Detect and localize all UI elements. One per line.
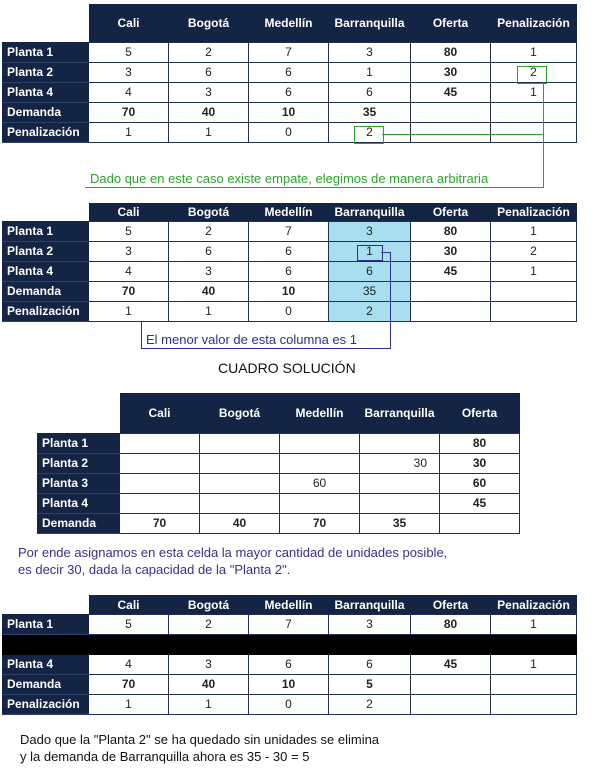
cell: [411, 675, 491, 695]
cell: 3: [169, 655, 249, 675]
row-label: Demanda: [3, 282, 89, 302]
row-label: Planta 4: [3, 655, 89, 675]
cell: 10: [249, 675, 329, 695]
table-4-header-row: [3, 595, 577, 615]
row-label: Planta 1: [3, 615, 89, 635]
table-row: [3, 615, 577, 635]
cell: 1: [169, 695, 249, 715]
cell: 6: [249, 262, 329, 282]
cell: [491, 123, 577, 143]
eliminated-row-bar: [3, 635, 577, 655]
col-header: Cali: [89, 595, 169, 615]
col-header: Medellín: [249, 4, 329, 43]
col-header: Oferta: [440, 393, 520, 434]
connector-line: [543, 82, 544, 187]
cell: 60: [280, 474, 360, 494]
cell: 70: [89, 675, 169, 695]
cell: 2: [491, 242, 577, 262]
connector-line: [382, 134, 543, 135]
table-row: [3, 83, 577, 103]
col-header: Penalización: [491, 4, 577, 43]
col-header: Barranquilla: [329, 203, 411, 222]
cell: 40: [169, 103, 249, 123]
table-row: [3, 675, 577, 695]
cell: 45: [440, 494, 520, 514]
cell: 1: [491, 43, 577, 63]
cell: 45: [411, 262, 491, 282]
col-header: Oferta: [411, 595, 491, 615]
table-1-header-row: [3, 4, 577, 43]
cell: 3: [89, 63, 169, 83]
eliminated-row: [3, 635, 577, 655]
cell: [200, 494, 280, 514]
cell: 2: [329, 123, 411, 143]
cell: 5: [89, 222, 169, 242]
row-label: Planta 3: [38, 474, 120, 494]
cell: 45: [411, 655, 491, 675]
cell-highlighted: 2: [329, 302, 411, 322]
row-label: Planta 1: [3, 43, 89, 63]
table-2: [2, 203, 577, 322]
cell: 5: [89, 43, 169, 63]
table-row: [38, 514, 520, 534]
cell: [200, 474, 280, 494]
cell: 4: [89, 262, 169, 282]
header-blank: [3, 4, 89, 43]
table-row: [38, 474, 520, 494]
cell: 35: [360, 514, 440, 534]
col-header: Barranquilla: [329, 595, 411, 615]
cell: 60: [440, 474, 520, 494]
cell: 45: [411, 83, 491, 103]
col-header: Oferta: [411, 203, 491, 222]
row-label: Demanda: [3, 675, 89, 695]
row-label: Planta 4: [3, 83, 89, 103]
cell: [200, 454, 280, 474]
cell: [411, 302, 491, 322]
cell: 7: [249, 43, 329, 63]
cell: 6: [169, 63, 249, 83]
table-row: [3, 242, 577, 262]
cell: 0: [249, 123, 329, 143]
cell: 6: [249, 242, 329, 262]
col-header: Cali: [89, 4, 169, 43]
min-value-note: El menor valor de esta columna es 1: [146, 332, 357, 347]
cell: 1: [169, 123, 249, 143]
cell: 1: [89, 123, 169, 143]
cell: 1: [89, 695, 169, 715]
cell: [411, 282, 491, 302]
cell: 3: [169, 262, 249, 282]
cell: 1: [491, 262, 577, 282]
col-header: Penalización: [491, 595, 577, 615]
header-blank: [38, 393, 120, 434]
cell: 35: [329, 103, 411, 123]
col-header: Bogotá: [169, 203, 249, 222]
cell: [280, 434, 360, 454]
connector-line: [390, 252, 391, 349]
cell: 80: [411, 43, 491, 63]
col-header: Medellín: [249, 595, 329, 615]
cell: 1: [89, 302, 169, 322]
cell: 80: [440, 434, 520, 454]
header-blank: [3, 203, 89, 222]
cell: 6: [249, 655, 329, 675]
row-label: Demanda: [3, 103, 89, 123]
cell: [280, 494, 360, 514]
cell: 4: [89, 655, 169, 675]
cell: 2: [169, 222, 249, 242]
table-row: [3, 262, 577, 282]
connector-line: [141, 322, 142, 349]
table-row: [3, 302, 577, 322]
cell: 3: [329, 43, 411, 63]
row-label: Planta 2: [3, 63, 89, 83]
table-row: [38, 434, 520, 454]
col-header: Medellín: [280, 393, 360, 434]
cell: 2: [169, 43, 249, 63]
cell: [120, 454, 200, 474]
cell: 6: [169, 242, 249, 262]
cell: 30: [411, 63, 491, 83]
cell: 10: [249, 103, 329, 123]
cell: [120, 494, 200, 514]
cell: 70: [280, 514, 360, 534]
solution-table: [37, 393, 520, 534]
row-label: Planta 4: [38, 494, 120, 514]
cell-highlighted: 6: [329, 262, 411, 282]
cell: [120, 474, 200, 494]
cell: 1: [491, 222, 577, 242]
col-header: Penalización: [491, 203, 577, 222]
row-label: Planta 1: [38, 434, 120, 454]
col-header: Bogotá: [200, 393, 280, 434]
cell: 70: [120, 514, 200, 534]
table-4: [2, 595, 577, 715]
elimination-note-line-1: Dado que la "Planta 2" se ha quedado sin unidades se elimina: [20, 732, 380, 747]
table-row: [3, 63, 577, 83]
cell: 2: [169, 615, 249, 635]
cell: 3: [329, 615, 411, 635]
cell: 3: [169, 83, 249, 103]
cell: 0: [249, 302, 329, 322]
table-row: [38, 454, 520, 474]
col-header: Barranquilla: [329, 4, 411, 43]
table-row: [3, 222, 577, 242]
cell: 10: [249, 282, 329, 302]
cell-highlighted: 35: [329, 282, 411, 302]
cell: 2: [491, 63, 577, 83]
table-row: [3, 695, 577, 715]
cell: 0: [249, 695, 329, 715]
cell: 7: [249, 222, 329, 242]
row-label: Penalización: [3, 695, 89, 715]
cell: [491, 282, 577, 302]
cell: 80: [411, 222, 491, 242]
cell-highlighted: 1: [329, 242, 411, 262]
col-header: Oferta: [411, 4, 491, 43]
cell: 6: [329, 655, 411, 675]
cell: 1: [169, 302, 249, 322]
cell: 70: [89, 282, 169, 302]
cell-highlighted: 3: [329, 222, 411, 242]
solution-title: CUADRO SOLUCIÓN: [218, 360, 356, 376]
cell: [491, 302, 577, 322]
cell: 1: [491, 615, 577, 635]
table-row: [3, 282, 577, 302]
min-value-box: [357, 245, 383, 261]
cell: 80: [411, 615, 491, 635]
connector-line: [85, 187, 544, 188]
header-blank: [3, 595, 89, 615]
table-row: [38, 494, 520, 514]
cell: 3: [89, 242, 169, 262]
cell: 30: [411, 242, 491, 262]
cell: 1: [491, 83, 577, 103]
table-1: [2, 4, 577, 143]
col-header: Bogotá: [169, 595, 249, 615]
cell: [411, 103, 491, 123]
cell: 6: [249, 83, 329, 103]
table-row: [3, 103, 577, 123]
cell: 6: [249, 63, 329, 83]
cell: 40: [169, 282, 249, 302]
cell: [280, 454, 360, 474]
cell: [120, 434, 200, 454]
cell: 6: [329, 83, 411, 103]
assignment-note-line-1: Por ende asignamos en esta celda la mayor cantidad de unidades posible,: [18, 545, 448, 560]
row-label: Penalización: [3, 123, 89, 143]
cell: 30: [360, 454, 440, 474]
row-label: Planta 2: [3, 242, 89, 262]
table-2-header-row: [3, 203, 577, 222]
cell: 30: [440, 454, 520, 474]
col-header: Medellín: [249, 203, 329, 222]
table-row: [3, 123, 577, 143]
cell: [411, 123, 491, 143]
table-row: [3, 43, 577, 63]
cell: 40: [200, 514, 280, 534]
cell: 5: [89, 615, 169, 635]
col-header: Cali: [89, 203, 169, 222]
row-label: Planta 1: [3, 222, 89, 242]
cell: [411, 695, 491, 715]
cell: [360, 474, 440, 494]
cell: 1: [491, 655, 577, 675]
col-header: Bogotá: [169, 4, 249, 43]
row-label: Planta 2: [38, 454, 120, 474]
elimination-note-line-2: y la demanda de Barranquilla ahora es 35 - 30 = 5: [20, 749, 310, 764]
cell: [200, 434, 280, 454]
solution-header-row: [38, 393, 520, 434]
cell: [491, 695, 577, 715]
connector-line: [141, 348, 391, 349]
cell: 70: [89, 103, 169, 123]
table-row: [3, 655, 577, 675]
cell: 2: [329, 695, 411, 715]
tie-note: Dado que en este caso existe empate, elegimos de manera arbitraria: [90, 171, 489, 186]
cell: [491, 675, 577, 695]
col-header: Barranquilla: [360, 393, 440, 434]
cell: 40: [169, 675, 249, 695]
tie-highlight-box: [354, 126, 384, 144]
cell: 7: [249, 615, 329, 635]
cell: [491, 103, 577, 123]
col-header: Cali: [120, 393, 200, 434]
row-label: Penalización: [3, 302, 89, 322]
cell: 4: [89, 83, 169, 103]
row-label: Demanda: [38, 514, 120, 534]
cell: [360, 434, 440, 454]
row-label: Planta 4: [3, 262, 89, 282]
cell: 5: [329, 675, 411, 695]
cell: [440, 514, 520, 534]
cell: 1: [329, 63, 411, 83]
assignment-note-line-2: es decir 30, dada la capacidad de la "Planta 2".: [18, 562, 291, 577]
cell: [360, 494, 440, 514]
